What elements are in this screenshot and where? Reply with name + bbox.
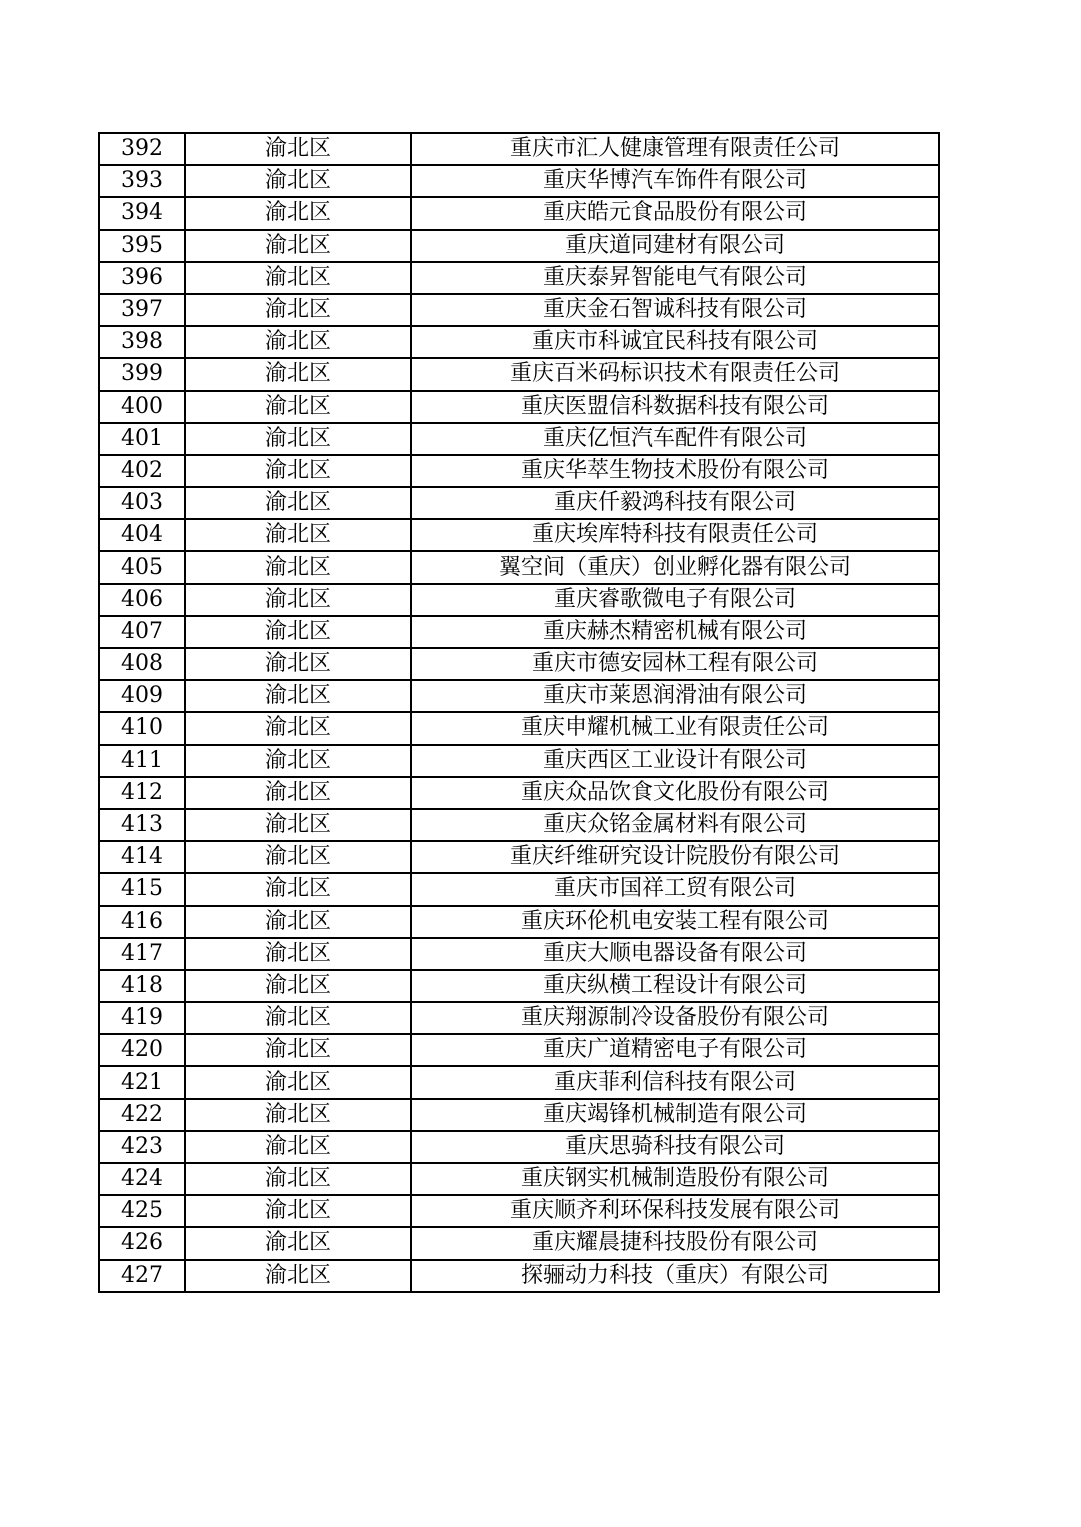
row-number-cell: 397: [99, 294, 185, 326]
table-row: [99, 1034, 939, 1066]
row-number-cell: 411: [99, 745, 185, 777]
district-cell: 渝北区: [185, 616, 411, 648]
table-row: [99, 165, 939, 197]
district-cell: 渝北区: [185, 1227, 411, 1259]
company-name-cell: 重庆百米码标识技术有限责任公司: [411, 358, 939, 390]
row-number-cell: 426: [99, 1227, 185, 1259]
company-name-cell: 重庆思骑科技有限公司: [411, 1131, 939, 1163]
row-number-cell: 396: [99, 262, 185, 294]
company-name-cell: 重庆市莱恩润滑油有限公司: [411, 680, 939, 712]
district-cell: 渝北区: [185, 455, 411, 487]
table-row: [99, 1099, 939, 1131]
company-name-cell: 重庆顺齐利环保科技发展有限公司: [411, 1195, 939, 1227]
table-row: [99, 262, 939, 294]
table-row: [99, 648, 939, 680]
table-row: [99, 1163, 939, 1195]
company-name-cell: 重庆耀晨捷科技股份有限公司: [411, 1227, 939, 1259]
district-cell: 渝北区: [185, 165, 411, 197]
district-cell: 渝北区: [185, 745, 411, 777]
district-cell: 渝北区: [185, 391, 411, 423]
district-cell: 渝北区: [185, 1034, 411, 1066]
company-name-cell: 重庆环伦机电安装工程有限公司: [411, 906, 939, 938]
row-number-cell: 410: [99, 712, 185, 744]
row-number-cell: 406: [99, 584, 185, 616]
table-row: [99, 519, 939, 551]
company-name-cell: 重庆翔源制冷设备股份有限公司: [411, 1002, 939, 1034]
row-number-cell: 420: [99, 1034, 185, 1066]
table-row: [99, 584, 939, 616]
district-cell: 渝北区: [185, 487, 411, 519]
table-row: [99, 197, 939, 229]
company-name-cell: 重庆市汇人健康管理有限责任公司: [411, 133, 939, 165]
company-name-cell: 重庆竭锋机械制造有限公司: [411, 1099, 939, 1131]
table-row: [99, 1227, 939, 1259]
company-name-cell: 重庆大顺电器设备有限公司: [411, 938, 939, 970]
table-row: [99, 1195, 939, 1227]
row-number-cell: 423: [99, 1131, 185, 1163]
table-row: [99, 906, 939, 938]
company-name-cell: 重庆众铭金属材料有限公司: [411, 809, 939, 841]
table-row: [99, 712, 939, 744]
table-row: [99, 391, 939, 423]
row-number-cell: 408: [99, 648, 185, 680]
row-number-cell: 416: [99, 906, 185, 938]
row-number-cell: 412: [99, 777, 185, 809]
company-name-cell: 重庆广道精密电子有限公司: [411, 1034, 939, 1066]
district-cell: 渝北区: [185, 294, 411, 326]
district-cell: 渝北区: [185, 358, 411, 390]
row-number-cell: 421: [99, 1066, 185, 1098]
company-name-cell: 重庆泰昇智能电气有限公司: [411, 262, 939, 294]
district-cell: 渝北区: [185, 1131, 411, 1163]
district-cell: 渝北区: [185, 1195, 411, 1227]
table-row: [99, 938, 939, 970]
table-row: [99, 423, 939, 455]
table-row: [99, 1002, 939, 1034]
company-name-cell: 重庆纤维研究设计院股份有限公司: [411, 841, 939, 873]
row-number-cell: 413: [99, 809, 185, 841]
district-cell: 渝北区: [185, 680, 411, 712]
company-name-cell: 重庆亿恒汽车配件有限公司: [411, 423, 939, 455]
table-row: [99, 358, 939, 390]
district-cell: 渝北区: [185, 519, 411, 551]
district-cell: 渝北区: [185, 1002, 411, 1034]
row-number-cell: 425: [99, 1195, 185, 1227]
table-row: [99, 745, 939, 777]
company-name-cell: 重庆金石智诚科技有限公司: [411, 294, 939, 326]
district-cell: 渝北区: [185, 326, 411, 358]
company-name-cell: 重庆菲利信科技有限公司: [411, 1066, 939, 1098]
table-row: [99, 455, 939, 487]
row-number-cell: 392: [99, 133, 185, 165]
row-number-cell: 400: [99, 391, 185, 423]
company-name-cell: 重庆埃库特科技有限责任公司: [411, 519, 939, 551]
row-number-cell: 419: [99, 1002, 185, 1034]
company-name-cell: 重庆申耀机械工业有限责任公司: [411, 712, 939, 744]
district-cell: 渝北区: [185, 1260, 411, 1292]
company-name-cell: 翼空间（重庆）创业孵化器有限公司: [411, 551, 939, 583]
district-cell: 渝北区: [185, 712, 411, 744]
district-cell: 渝北区: [185, 938, 411, 970]
table-row: [99, 1066, 939, 1098]
table-row: [99, 551, 939, 583]
district-cell: 渝北区: [185, 970, 411, 1002]
company-name-cell: 重庆赫杰精密机械有限公司: [411, 616, 939, 648]
row-number-cell: 404: [99, 519, 185, 551]
row-number-cell: 393: [99, 165, 185, 197]
district-cell: 渝北区: [185, 1066, 411, 1098]
table-row: [99, 133, 939, 165]
table-row: [99, 230, 939, 262]
district-cell: 渝北区: [185, 1163, 411, 1195]
row-number-cell: 427: [99, 1260, 185, 1292]
table-row: [99, 809, 939, 841]
district-cell: 渝北区: [185, 841, 411, 873]
company-name-cell: 重庆华博汽车饰件有限公司: [411, 165, 939, 197]
table-row: [99, 487, 939, 519]
company-name-cell: 重庆华萃生物技术股份有限公司: [411, 455, 939, 487]
table-body: [99, 133, 939, 1292]
company-name-cell: 重庆仟毅鸿科技有限公司: [411, 487, 939, 519]
row-number-cell: 395: [99, 230, 185, 262]
row-number-cell: 422: [99, 1099, 185, 1131]
row-number-cell: 394: [99, 197, 185, 229]
row-number-cell: 403: [99, 487, 185, 519]
company-name-cell: 探骊动力科技（重庆）有限公司: [411, 1260, 939, 1292]
district-cell: 渝北区: [185, 262, 411, 294]
table-row: [99, 970, 939, 1002]
company-name-cell: 重庆睿歌微电子有限公司: [411, 584, 939, 616]
company-name-cell: 重庆市科诚宜民科技有限公司: [411, 326, 939, 358]
table-row: [99, 616, 939, 648]
table-row: [99, 326, 939, 358]
table-row: [99, 294, 939, 326]
row-number-cell: 407: [99, 616, 185, 648]
district-cell: 渝北区: [185, 423, 411, 455]
district-cell: 渝北区: [185, 777, 411, 809]
district-cell: 渝北区: [185, 197, 411, 229]
company-name-cell: 重庆西区工业设计有限公司: [411, 745, 939, 777]
district-cell: 渝北区: [185, 809, 411, 841]
district-cell: 渝北区: [185, 873, 411, 905]
company-name-cell: 重庆医盟信科数据科技有限公司: [411, 391, 939, 423]
row-number-cell: 409: [99, 680, 185, 712]
table-row: [99, 777, 939, 809]
table-row: [99, 873, 939, 905]
table-row: [99, 841, 939, 873]
table-row: [99, 680, 939, 712]
district-cell: 渝北区: [185, 648, 411, 680]
row-number-cell: 401: [99, 423, 185, 455]
row-number-cell: 398: [99, 326, 185, 358]
company-name-cell: 重庆钢实机械制造股份有限公司: [411, 1163, 939, 1195]
company-name-cell: 重庆市国祥工贸有限公司: [411, 873, 939, 905]
company-name-cell: 重庆道同建材有限公司: [411, 230, 939, 262]
company-list-table: [98, 132, 940, 1293]
row-number-cell: 417: [99, 938, 185, 970]
row-number-cell: 399: [99, 358, 185, 390]
company-name-cell: 重庆市德安园林工程有限公司: [411, 648, 939, 680]
company-name-cell: 重庆皓元食品股份有限公司: [411, 197, 939, 229]
district-cell: 渝北区: [185, 584, 411, 616]
district-cell: 渝北区: [185, 1099, 411, 1131]
table-row: [99, 1260, 939, 1292]
table-row: [99, 1131, 939, 1163]
row-number-cell: 402: [99, 455, 185, 487]
row-number-cell: 418: [99, 970, 185, 1002]
district-cell: 渝北区: [185, 230, 411, 262]
district-cell: 渝北区: [185, 906, 411, 938]
row-number-cell: 415: [99, 873, 185, 905]
row-number-cell: 424: [99, 1163, 185, 1195]
district-cell: 渝北区: [185, 133, 411, 165]
row-number-cell: 405: [99, 551, 185, 583]
row-number-cell: 414: [99, 841, 185, 873]
company-name-cell: 重庆众品饮食文化股份有限公司: [411, 777, 939, 809]
district-cell: 渝北区: [185, 551, 411, 583]
company-name-cell: 重庆纵横工程设计有限公司: [411, 970, 939, 1002]
